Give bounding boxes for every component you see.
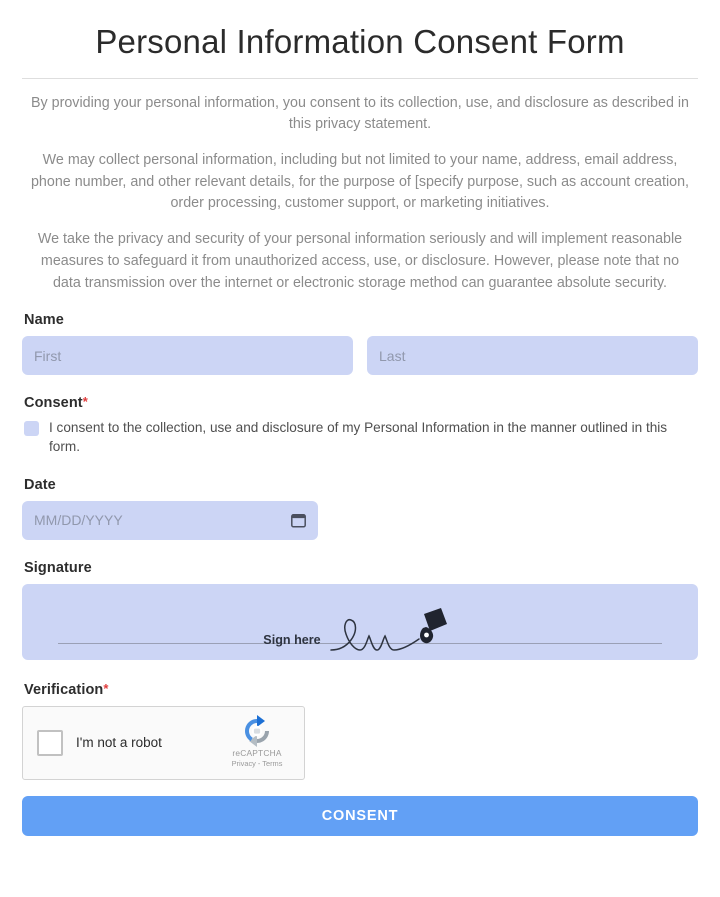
date-input[interactable] (22, 501, 318, 540)
intro-paragraph-3: We take the privacy and security of your personal information seriously and will implement reasonable measures to safeguard it from unauthorized access, use, or disclosure. However, please note that no data transmission over the internet or electronic storage method can guarantee absolute security. (37, 231, 683, 291)
consent-field-group (22, 395, 698, 457)
recaptcha-branding (220, 715, 294, 768)
last-name-placeholder: Last (379, 347, 406, 364)
recaptcha-legal-links[interactable]: Privacy - Terms (231, 758, 283, 768)
recaptcha-logo-icon (241, 715, 273, 747)
consent-form-page (0, 22, 720, 897)
recaptcha-checkbox[interactable] (37, 730, 63, 756)
name-label: Name (24, 312, 64, 329)
consent-label-text: Consent (24, 395, 83, 412)
consent-checkbox-label: I consent to the collection, use and disclosure of my Personal Information in the manner outlined in this form. (49, 420, 668, 455)
signature-pad[interactable] (22, 584, 698, 660)
verification-required-marker: * (103, 680, 109, 696)
recaptcha-checkbox-label: I'm not a robot (76, 735, 162, 751)
first-name-input[interactable] (22, 336, 353, 375)
date-field-group (22, 477, 698, 540)
verification-label-text: Verification (24, 681, 104, 698)
date-label: Date (24, 476, 56, 493)
intro-paragraph-1: By providing your personal information, you consent to its collection, use, and disclosure as described in this privacy statement. (30, 94, 689, 133)
signature-field-group (22, 560, 698, 660)
recaptcha-brand-name: reCAPTCHA (232, 747, 282, 758)
last-name-input[interactable] (367, 336, 698, 375)
title-divider (22, 78, 698, 79)
consent-checkbox-row[interactable] (22, 419, 698, 457)
consent-label (24, 395, 698, 411)
date-placeholder: MM/DD/YYYY (34, 512, 123, 529)
consent-submit-button[interactable]: CONSENT (22, 796, 698, 836)
signature-hint-group (22, 606, 698, 660)
sign-here-label: Sign here (263, 632, 321, 647)
name-field-group (22, 312, 698, 375)
signature-label: Signature (24, 559, 92, 576)
first-name-placeholder: First (34, 347, 62, 364)
consent-required-marker: * (82, 394, 88, 410)
verification-field-group (22, 682, 698, 780)
verification-label (24, 682, 698, 698)
name-row (22, 336, 698, 375)
intro-paragraph-2: We may collect personal information, including but not limited to your name, address, email address, phone number, and other relevant details, for the purpose of [specify purpose, such as account creation, order processing, customer support, or marketing initiatives. (30, 152, 690, 212)
calendar-icon[interactable] (291, 513, 306, 528)
consent-checkbox[interactable] (24, 421, 39, 436)
page-title: Personal Information Consent Form (95, 23, 625, 60)
fountain-pen-nib-icon (327, 606, 457, 660)
recaptcha-widget[interactable] (22, 706, 305, 780)
